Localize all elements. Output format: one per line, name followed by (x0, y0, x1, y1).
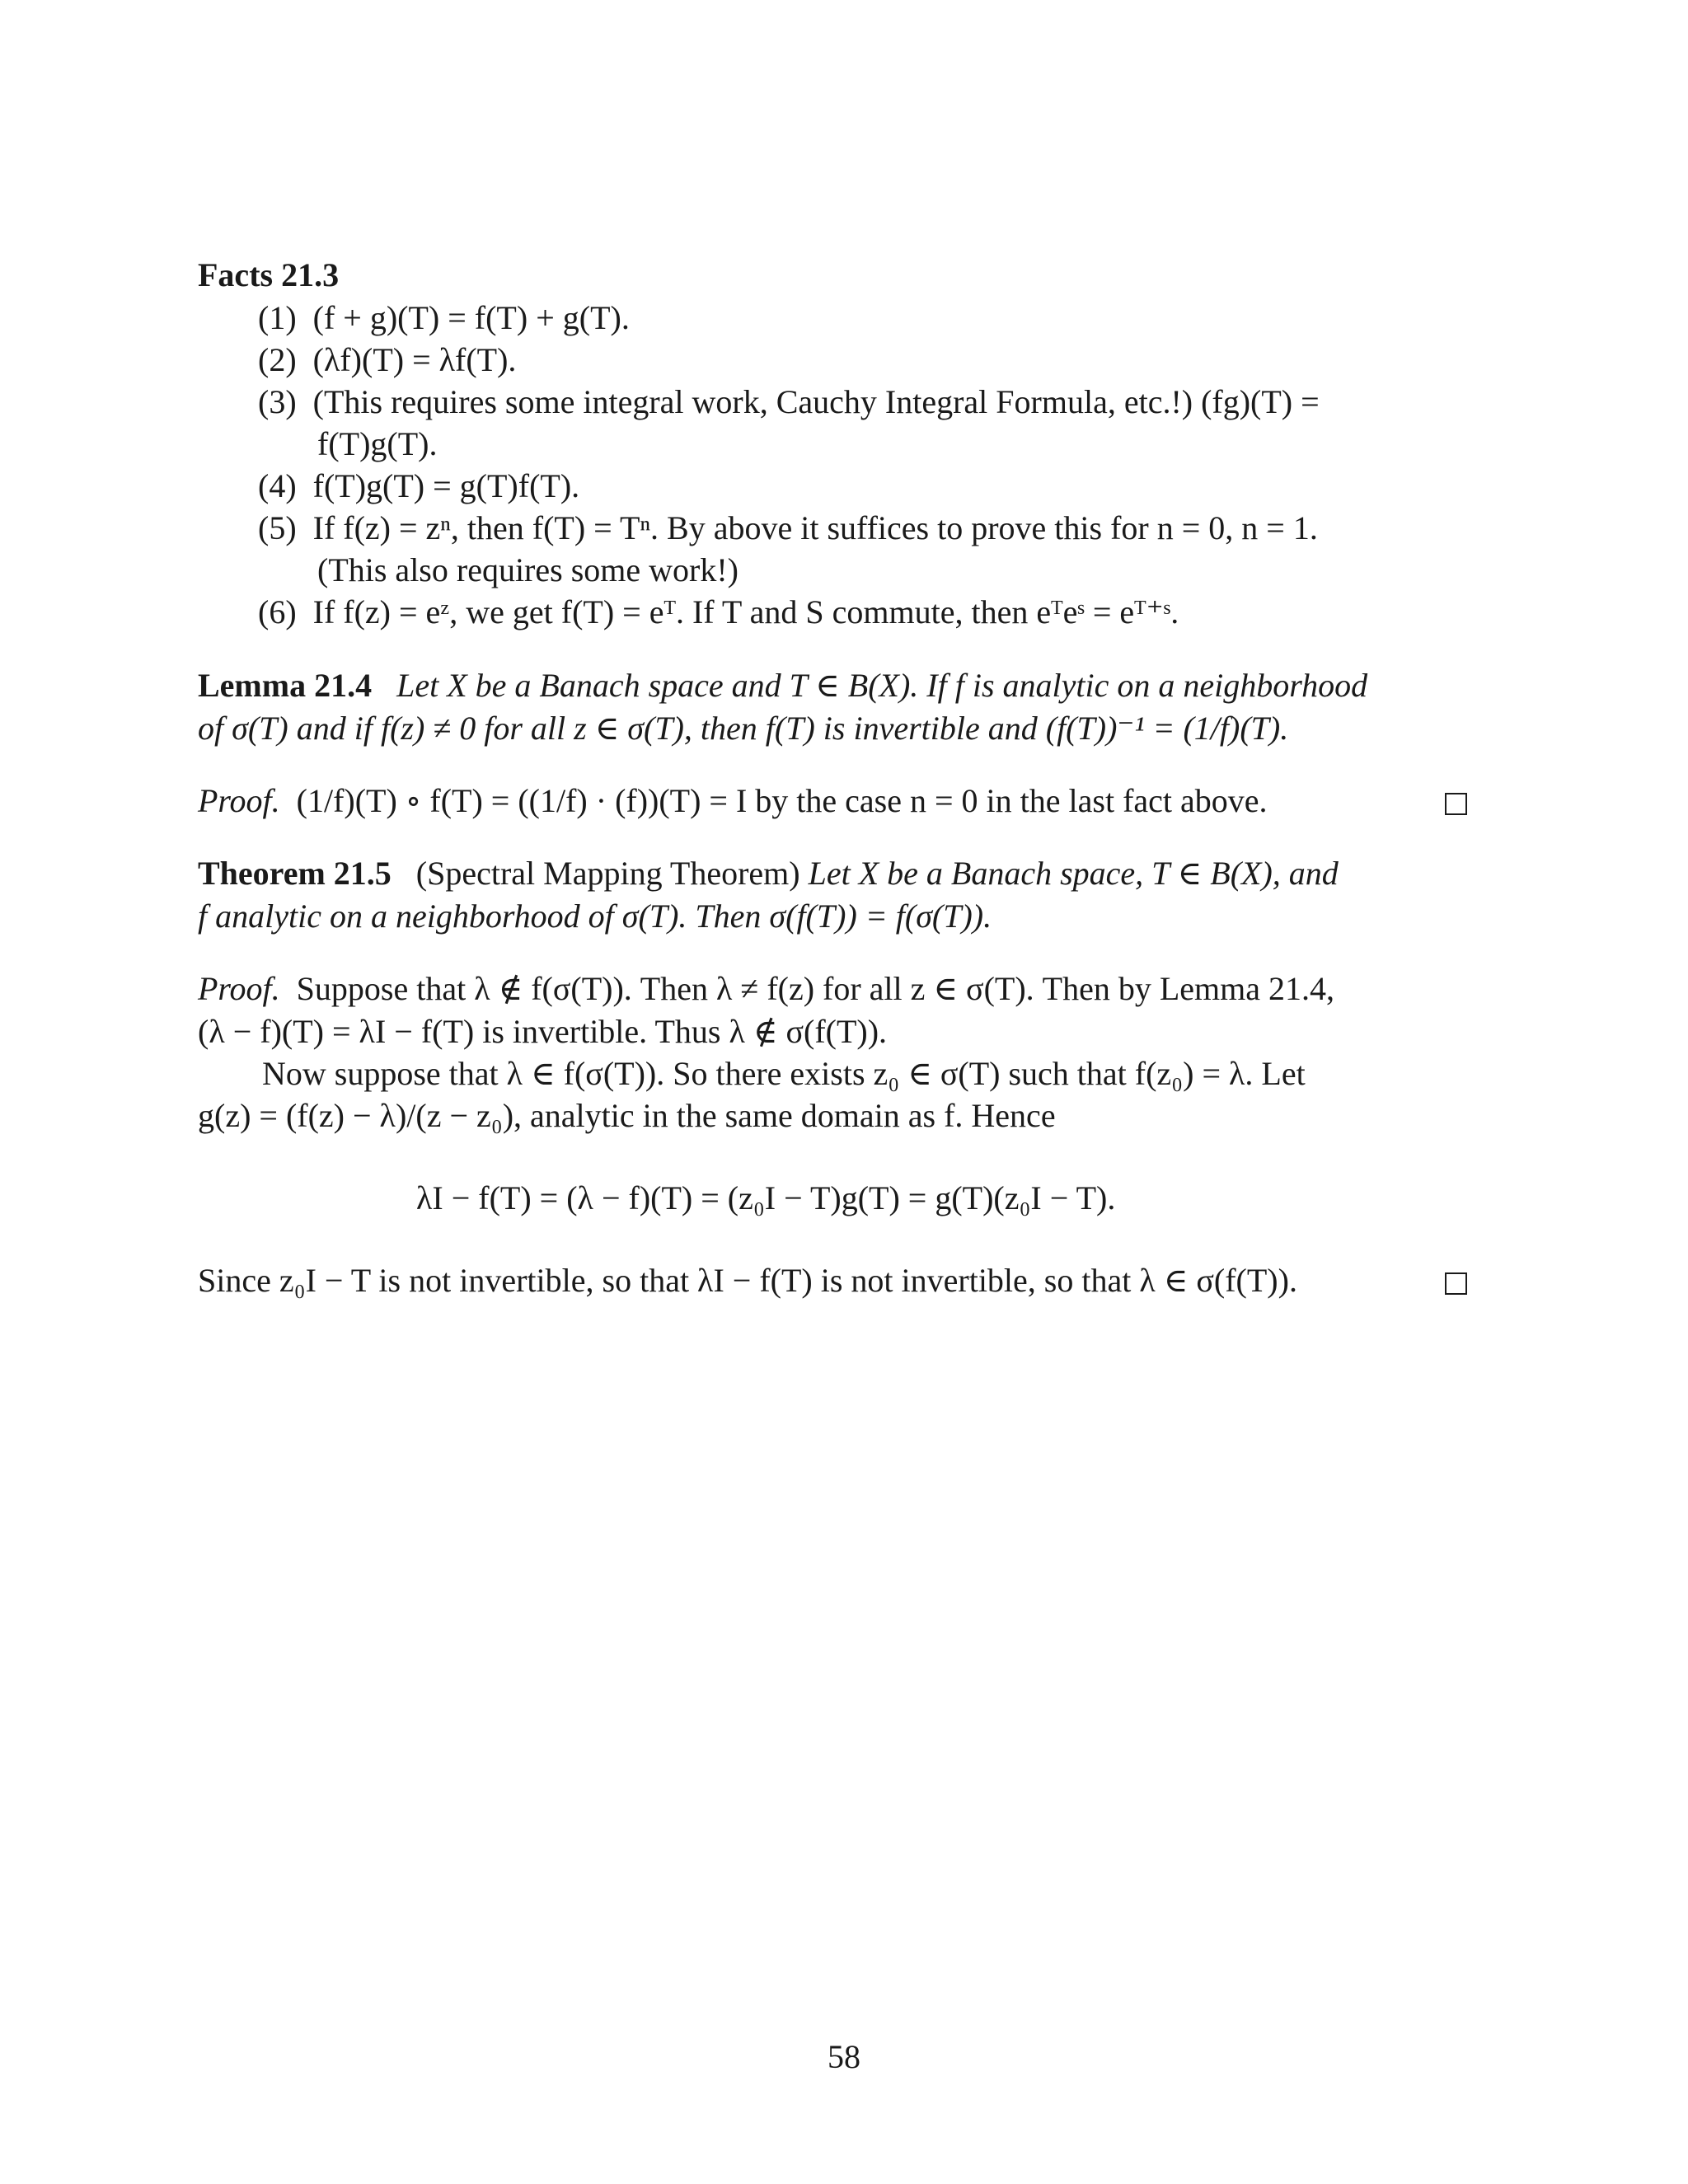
facts-item-6 (258, 593, 1179, 632)
facts-item-text: f(T)g(T) = g(T)f(T). (312, 467, 580, 504)
theorem-proof-conclusion: Since z₀I − T is not invertible, so that λI − f(T) is not invertible, so that λ ∈ σ(f(T)). (198, 1262, 1297, 1299)
facts-item-2 (258, 340, 516, 380)
lemma-line-2: of σ(T) and if f(z) ≠ 0 for all z ∈ σ(T), then f(T) is invertible and (f(T))⁻¹ = (1/f)(T). (198, 710, 1289, 747)
theorem-proof-line-2: (λ − f)(T) = λI − f(T) is invertible. Thus λ ∉ σ(f(T)). (198, 1013, 888, 1050)
facts-item-number: (6) (258, 593, 297, 630)
theorem-line-1 (198, 854, 1339, 893)
lemma-label: Lemma 21.4 (198, 667, 373, 704)
facts-item-number: (1) (258, 299, 297, 336)
facts-item-number: (4) (258, 467, 297, 504)
facts-item-1 (258, 298, 630, 338)
lemma-proof (198, 781, 1268, 821)
facts-heading: Facts 21.3 (198, 256, 340, 293)
lemma-line-1 (198, 666, 1367, 705)
page-number: 58 (828, 2038, 860, 2075)
theorem-proof-line-1 (198, 969, 1334, 1009)
facts-item-5-continuation: (This also requires some work!) (317, 551, 738, 588)
lemma-statement: Let X be a Banach space and T ∈ B(X). If f is analytic on a neighborhood (396, 667, 1368, 704)
facts-item-3-continuation: f(T)g(T). (317, 425, 438, 462)
theorem-label: Theorem 21.5 (198, 855, 392, 892)
display-equation: λI − f(T) = (λ − f)(T) = (z₀I − T)g(T) = g(T)(z₀I − T). (416, 1179, 1116, 1216)
facts-item-number: (2) (258, 341, 297, 378)
facts-item-number: (5) (258, 509, 297, 546)
facts-item-number: (3) (258, 383, 297, 420)
theorem-proof-line-4: g(z) = (f(z) − λ)/(z − z₀), analytic in the same domain as f. Hence (198, 1097, 1056, 1134)
facts-item-text: (λf)(T) = λf(T). (312, 341, 517, 378)
theorem-proof-line-3: Now suppose that λ ∈ f(σ(T)). So there exists z₀ ∈ σ(T) such that f(z₀) = λ. Let (262, 1055, 1306, 1092)
proof-label: Proof. (198, 782, 280, 819)
facts-item-text: If f(z) = zⁿ, then f(T) = Tⁿ. By above it suffices to prove this for n = 0, n = 1. (312, 509, 1318, 546)
facts-item-5 (258, 509, 1318, 548)
theorem-statement: Let X be a Banach space, T ∈ B(X), and (808, 855, 1339, 892)
proof-label: Proof. (198, 970, 280, 1007)
facts-item-3 (258, 382, 1470, 422)
qed-symbol (1445, 793, 1467, 815)
theorem-name: (Spectral Mapping Theorem) (415, 855, 800, 892)
facts-item-4 (258, 466, 579, 506)
proof-text: Suppose that λ ∉ f(σ(T)). Then λ ≠ f(z) for all z ∈ σ(T). Then by Lemma 21.4, (296, 970, 1335, 1007)
theorem-line-2: f analytic on a neighborhood of σ(T). Then σ(f(T)) = f(σ(T)). (198, 898, 992, 935)
facts-item-text: If f(z) = eᶻ, we get f(T) = eᵀ. If T and S commute, then eᵀeˢ = eᵀ⁺ˢ. (312, 593, 1179, 630)
facts-item-text: (f + g)(T) = f(T) + g(T). (312, 299, 630, 336)
proof-text: (1/f)(T) ∘ f(T) = ((1/f) · (f))(T) = I by the case n = 0 in the last fact above. (296, 782, 1268, 819)
facts-item-text: (This requires some integral work, Cauchy Integral Formula, etc.!) (fg)(T) = (312, 383, 1320, 420)
qed-symbol (1445, 1272, 1467, 1295)
